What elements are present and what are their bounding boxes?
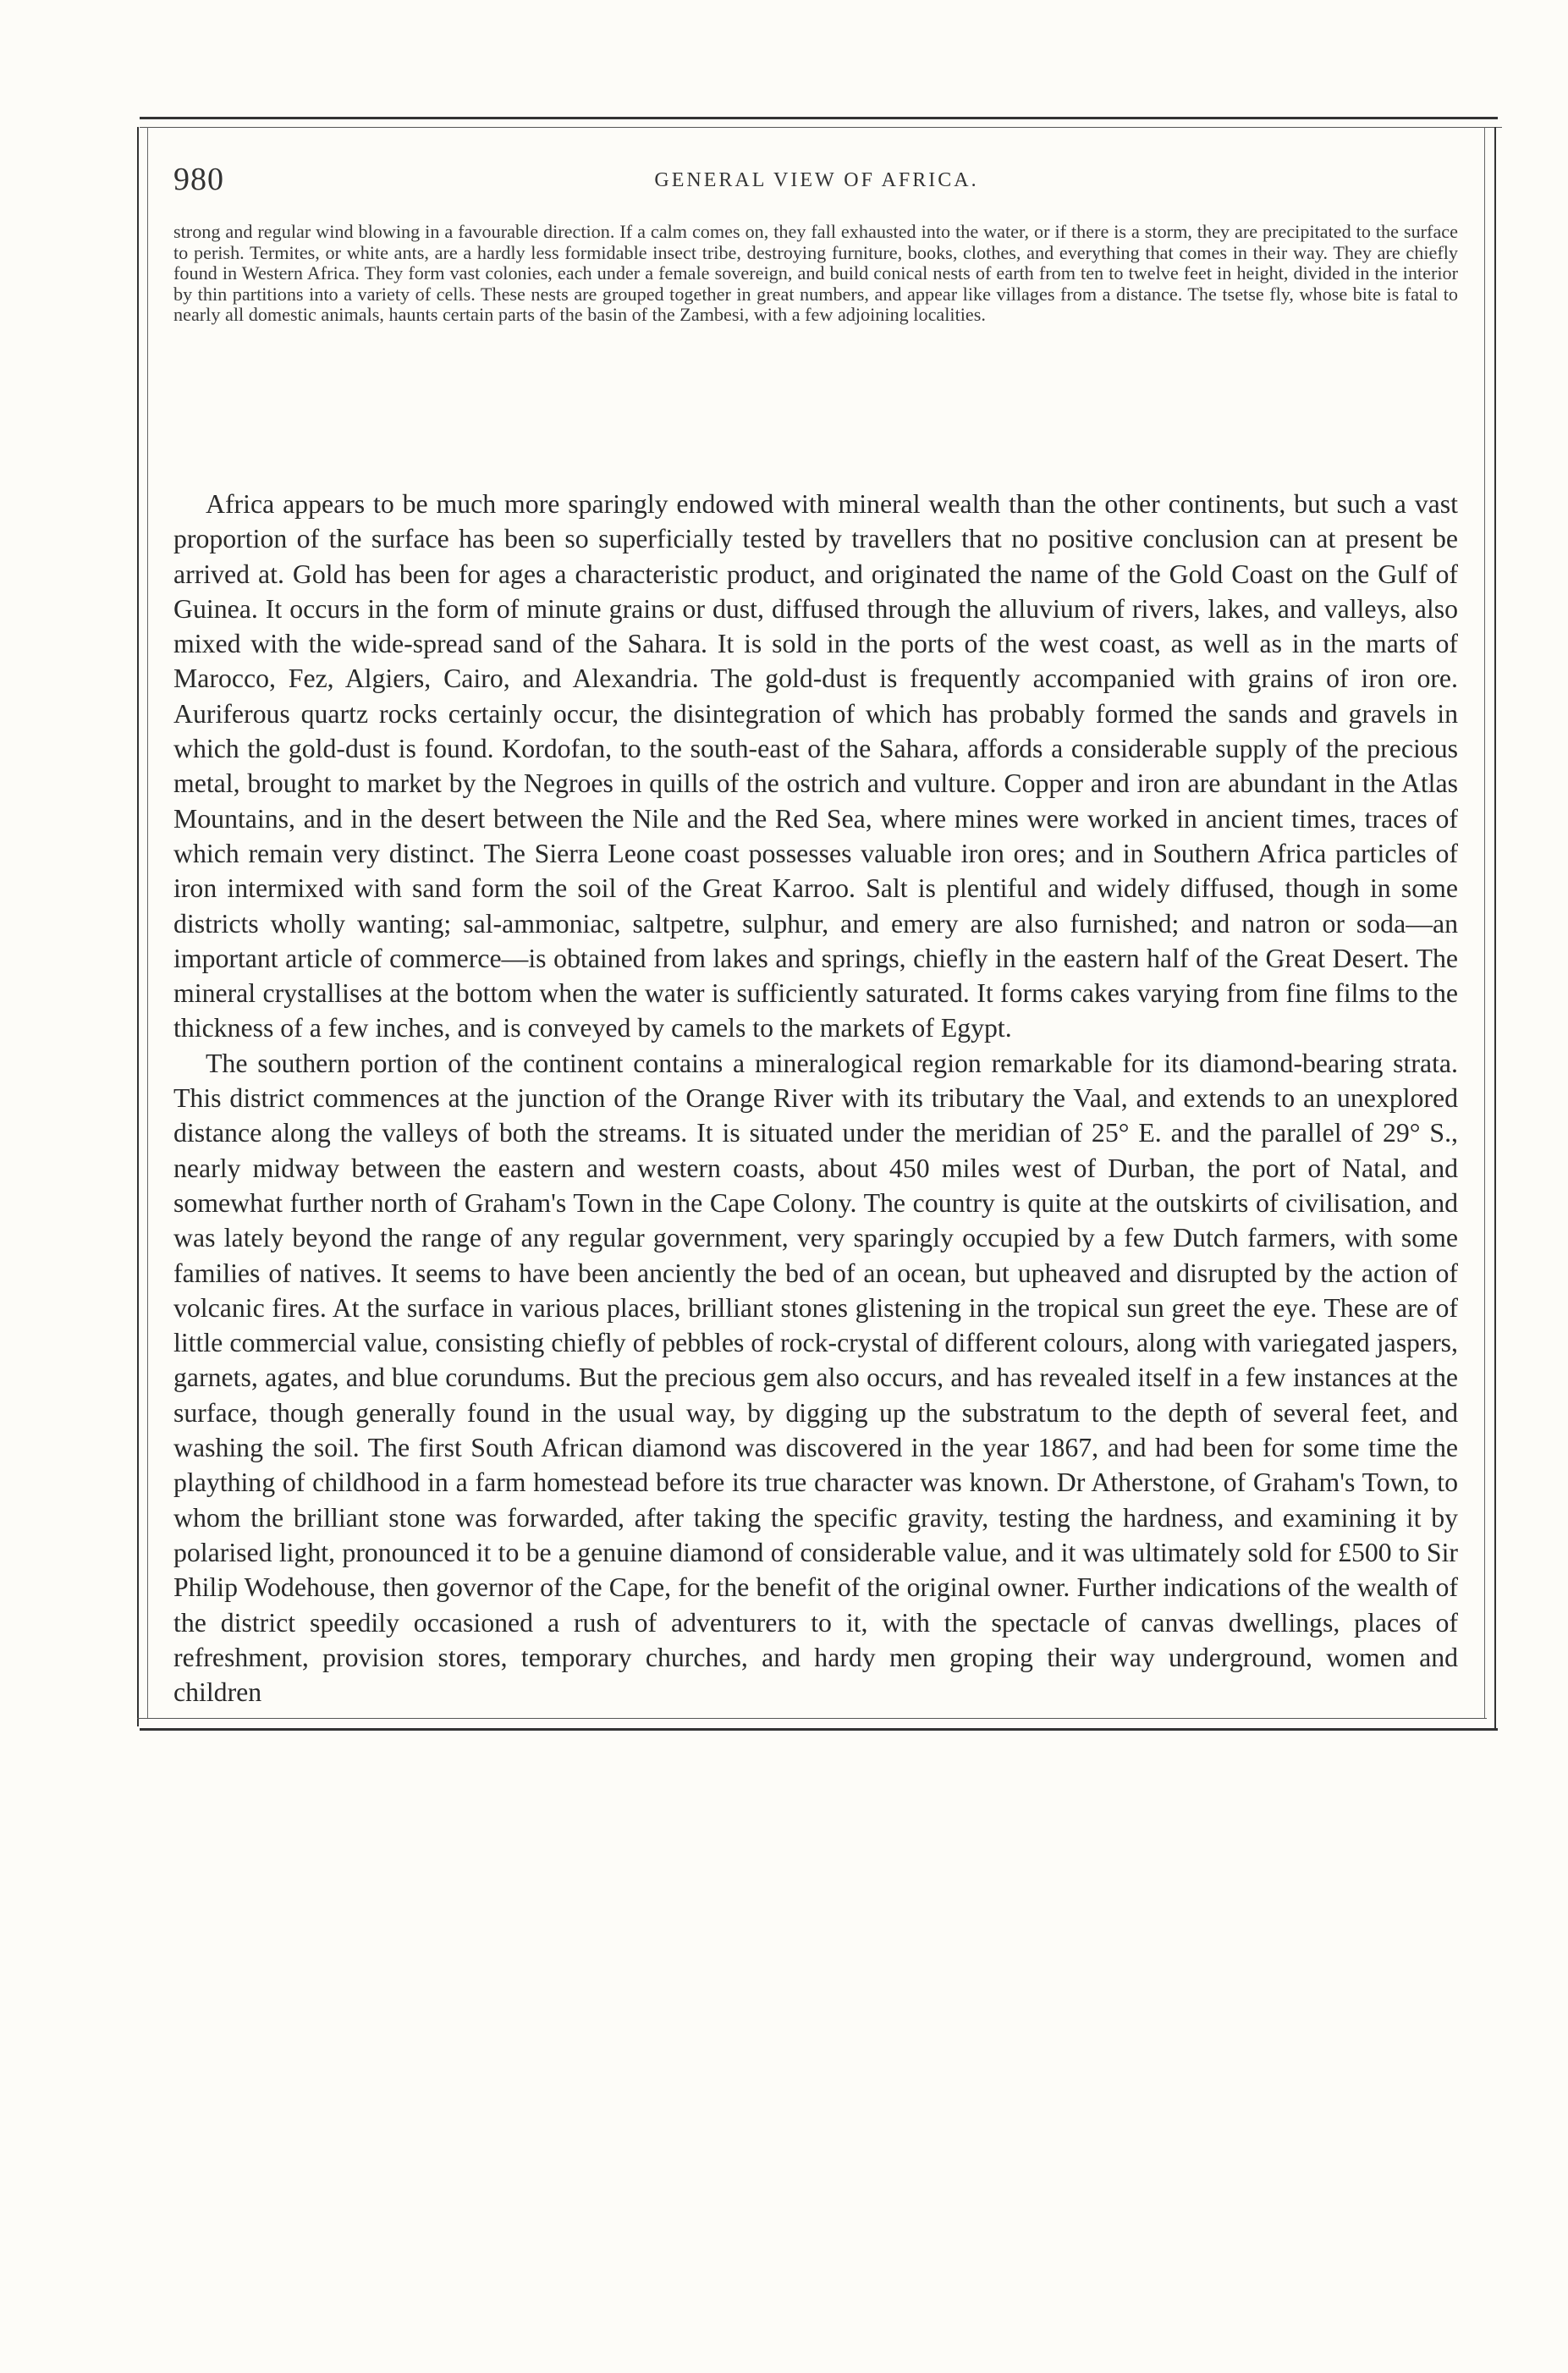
page-header — [173, 161, 1460, 201]
frame-rule-left-inner — [147, 127, 148, 1718]
footnote: strong and regular wind blowing in a favourable direction. If a calm comes on, they fall exhausted into the water, or if there is a storm, they are precipitated to the surface to perish. Termites, or white ants, are a hardly less formidable insect tribe, destroying furniture, books, clothes, and everything that comes in their way. They are chiefly found in Western Africa. They form vast colonies, each under a female sovereign, and build conical nests of earth from ten to twelve feet in height, divided in the interior by thin partitions into a variety of cells. These nests are grouped together in great numbers, and appear like villages from a distance. The tsetse fly, whose bite is fatal to nearly all domestic animals, haunts certain parts of the basin of the Zambesi, with a few adjoining localities. — [173, 221, 1458, 325]
page-number: 980 — [173, 162, 224, 197]
frame-rule-left — [137, 127, 139, 1726]
running-title: GENERAL VIEW OF AFRICA. — [654, 169, 979, 191]
frame-rule-top-inner — [140, 127, 1502, 128]
frame-rule-right — [1494, 127, 1496, 1728]
frame-rule-top — [140, 117, 1498, 119]
frame-rule-right-inner — [1484, 127, 1485, 1718]
frame-rule-bottom — [140, 1728, 1498, 1731]
paragraph-diamond-region: The southern portion of the continent contains a mineralogical region remarkable for its diamond-bearing strata. This district commences at the junction of the Orange River with its tributary the Vaal, and extends to an unexplored distance along the valleys of both the streams. It is situated under the meridian of 25° E. and the parallel of 29° S., nearly midway between the eastern and western coasts, about 450 miles west of Durban, the port of Natal, and somewhat further north of Graham's Town in the Cape Colony. The country is quite at the outskirts of civilisation, and was lately beyond the range of any regular government, very sparingly occupied by a few Dutch farmers, with some families of natives. It seems to have been anciently the bed of an ocean, but upheaved and disrupted by the action of volcanic fires. At the surface in various places, brilliant stones glistening in the tropical sun greet the eye. These are of little commercial value, consisting chiefly of pebbles of rock-crystal of different colours, along with variegated jaspers, garnets, agates, and blue corundums. But the precious gem also occurs, and has revealed itself in a few instances at the surface, though generally found in the usual way, by digging up the substratum to the depth of several feet, and washing the soil. The first South African diamond was discovered in the year 1867, and had been for some time the plaything of childhood in a farm homestead before its true character was known. Dr Atherstone, of Graham's Town, to whom the brilliant stone was forwarded, after taking the specific gravity, testing the hardness, and examining it by polarised light, pronounced it to be a genuine diamond of considerable value, and it was ultimately sold for £500 to Sir Philip Wodehouse, then governor of the Cape, for the benefit of the original owner. Further indications of the wealth of the district speedily occasioned a rush of adventurers to it, with the spectacle of canvas dwellings, places of refreshment, provision stores, temporary churches, and hardy men groping their way underground, women and children — [173, 1048, 1458, 1708]
frame-rule-bottom-inner — [137, 1718, 1487, 1719]
paragraph-mineral-wealth: Africa appears to be much more sparingly endowed with mineral wealth than the other continents, but such a vast proportion of the surface has been so superficially tested by travellers that no positive conclusion can at present be arrived at. Gold has been for ages a characteristic product, and originated the name of the Gold Coast on the Gulf of Guinea. It occurs in the form of minute grains or dust, diffused through the alluvium of rivers, lakes, and valleys, also mixed with the wide-spread sand of the Sahara. It is sold in the ports of the west coast, as well as in the marts of Marocco, Fez, Algiers, Cairo, and Alexandria. The gold-dust is frequently accompanied with grains of iron ore. Auriferous quartz rocks certainly occur, the disintegration of which has probably formed the sands and gravels in which the gold-dust is found. Kordofan, to the south-east of the Sahara, affords a considerable supply of the precious metal, brought to market by the Negroes in quills of the ostrich and vulture. Copper and iron are abundant in the Atlas Mountains, and in the desert between the Nile and the Red Sea, where mines were worked in ancient times, traces of which remain very distinct. The Sierra Leone coast possesses valuable iron ores; and in Southern Africa particles of iron intermixed with sand form the soil of the Great Karroo. Salt is plentiful and widely diffused, though in some districts wholly wanting; sal-ammoniac, saltpetre, sulphur, and emery are also furnished; and natron or soda—an important article of commerce—is obtained from lakes and springs, chiefly in the eastern half of the Great Desert. The mineral crystallises at the bottom when the water is sufficiently saturated. It forms cakes varying from fine films to the thickness of a few inches, and is conveyed by camels to the markets of Egypt. — [173, 489, 1458, 1043]
main-text — [173, 487, 1458, 1710]
